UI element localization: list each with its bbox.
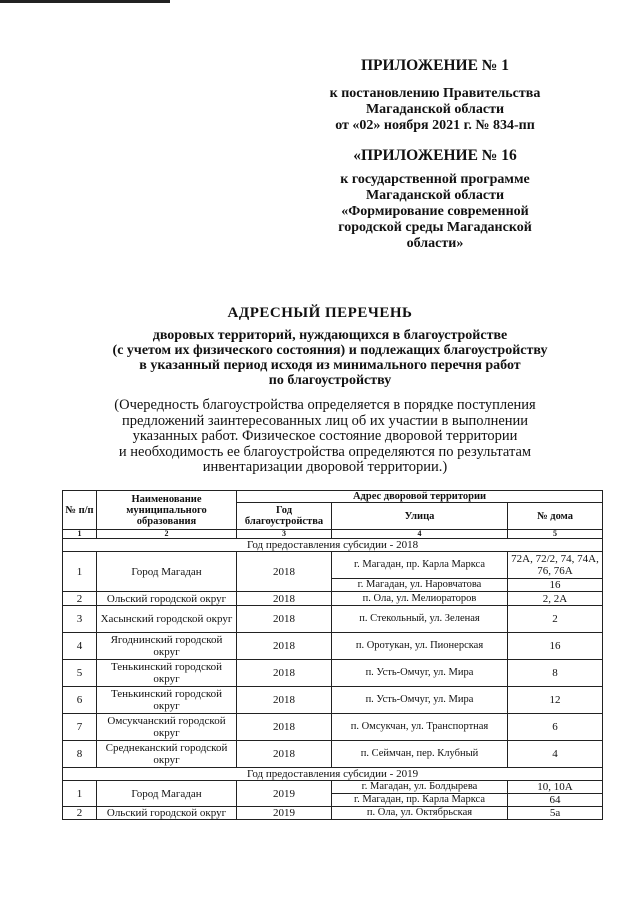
row-street: п. Стекольный, ул. Зеленая [332,606,508,633]
row-num: 4 [63,633,97,660]
subtitle-line: по благоустройству [268,373,392,388]
row-street: п. Омсукчан, ул. Транспортная [332,714,508,741]
group-row-2018 [63,539,603,552]
row-municipality: Тенькинский городской округ [97,660,237,687]
table-row [63,807,603,820]
table-row [63,633,603,660]
row-year: 2018 [237,714,332,741]
appendix-16-title: «ПРИЛОЖЕНИЕ № 16 [353,147,517,164]
row-street: п. Усть-Омчуг, ул. Мира [332,660,508,687]
row-house: 12 [508,687,603,714]
row-num: 8 [63,741,97,768]
row-num: 2 [63,592,97,606]
address-table [62,490,603,820]
row-num: 1 [63,552,97,592]
table-row [63,687,603,714]
row-street: г. Магадан, ул. Болдырева [332,781,508,794]
table-row [63,552,603,579]
appendix-16-header [300,148,570,252]
row-year: 2018 [237,606,332,633]
row-house: 6 [508,714,603,741]
row-street: п. Ола, ул. Мелиораторов [332,592,508,606]
row-num: 2 [63,807,97,820]
table-row [63,781,603,794]
column-number-row [63,530,603,539]
row-street: г. Магадан, ул. Наровчатова [332,579,508,592]
appendix-1-line: к постановлению Правительства [329,86,541,101]
appendix-1-header [300,58,570,134]
row-num: 7 [63,714,97,741]
appendix-1-line: от «02» ноября 2021 г. № 834-пп [335,118,535,133]
header-house: № дома [508,503,603,530]
column-number: 5 [508,530,603,539]
row-num: 3 [63,606,97,633]
row-municipality: Омсукчанский городской округ [97,714,237,741]
row-house: 72А, 72/2, 74, 74А, 76, 76А [508,552,603,579]
row-house: 5а [508,807,603,820]
header-street: Улица [332,503,508,530]
row-year: 2019 [237,781,332,807]
document-subtitle [110,328,550,388]
table-row [63,714,603,741]
appendix-16-line: к государственной программе [340,172,530,187]
row-street: п. Оротукан, ул. Пионерская [332,633,508,660]
appendix-1-line: Магаданской области [365,102,505,117]
appendix-1-title: ПРИЛОЖЕНИЕ № 1 [361,57,509,74]
appendix-16-line: городской среды Магаданской [338,220,532,235]
row-street: г. Магадан, пр. Карла Маркса [332,552,508,579]
subtitle-line: в указанный период исходя из минимального перечня работ [139,358,521,373]
appendix-16-line: Магаданской области [365,188,505,203]
row-municipality: Город Магадан [97,552,237,592]
appendix-16-line: «Формирование современной [341,204,529,219]
row-street: г. Магадан, пр. Карла Маркса [332,794,508,807]
row-year: 2018 [237,687,332,714]
note-line: предложений заинтересованных лиц об их участии в выполнении [121,412,529,429]
appendix-16-line: области» [406,236,464,251]
row-num: 1 [63,781,97,807]
note-line: и необходимость ее благоустройства определяются по результатам [118,443,532,460]
row-year: 2018 [237,660,332,687]
row-street: п. Ола, ул. Октябрьская [332,807,508,820]
row-municipality: Тенькинский городской округ [97,687,237,714]
row-house: 16 [508,579,603,592]
row-municipality: Ольский городской округ [97,592,237,606]
group-label-2019: Год предоставления субсидии - 2019 [63,768,603,781]
column-number: 4 [332,530,508,539]
column-number: 3 [237,530,332,539]
row-year: 2019 [237,807,332,820]
note-line: (Очередность благоустройства определяется в порядке поступления [114,397,536,413]
subtitle-line: (с учетом их физического состояния) и подлежащих благоустройству [112,343,548,358]
row-house: 2 [508,606,603,633]
row-house: 2, 2А [508,592,603,606]
column-number: 1 [63,530,97,539]
header-municipality: Наименование муниципального образования [97,491,237,530]
group-label-2018: Год предоставления субсидии - 2018 [63,539,603,552]
row-municipality: Среднеканский городской округ [97,741,237,768]
table-row [63,592,603,606]
header-year: Год благоустройства [237,503,332,530]
row-year: 2018 [237,741,332,768]
row-house: 8 [508,660,603,687]
row-municipality: Ольский городской округ [97,807,237,820]
row-municipality: Ягоднинский городской округ [97,633,237,660]
row-street: п. Сеймчан, пер. Клубный [332,741,508,768]
note-line: инвентаризации дворовой территории.) [202,459,448,475]
row-year: 2018 [237,552,332,592]
document-note [95,398,555,476]
table-header-row [63,491,603,503]
document-title: АДРЕСНЫЙ ПЕРЕЧЕНЬ [227,305,413,321]
top-edge-line [0,0,170,3]
row-year: 2018 [237,633,332,660]
note-line: указанных работ. Физическое состояние дворовой территории [132,428,518,444]
row-street: п. Усть-Омчуг, ул. Мира [332,687,508,714]
row-house: 16 [508,633,603,660]
row-num: 6 [63,687,97,714]
row-house: 4 [508,741,603,768]
row-year: 2018 [237,592,332,606]
row-house: 64 [508,794,603,807]
row-num: 5 [63,660,97,687]
header-num: № п/п [63,491,97,530]
row-municipality: Хасынский городской округ [97,606,237,633]
group-row-2019 [63,768,603,781]
table-row [63,660,603,687]
subtitle-line: дворовых территорий, нуждающихся в благоустройстве [152,328,508,343]
row-house: 10, 10А [508,781,603,794]
header-address: Адрес дворовой территории [237,491,603,503]
table-row [63,741,603,768]
column-number: 2 [97,530,237,539]
row-municipality: Город Магадан [97,781,237,807]
table-row [63,606,603,633]
